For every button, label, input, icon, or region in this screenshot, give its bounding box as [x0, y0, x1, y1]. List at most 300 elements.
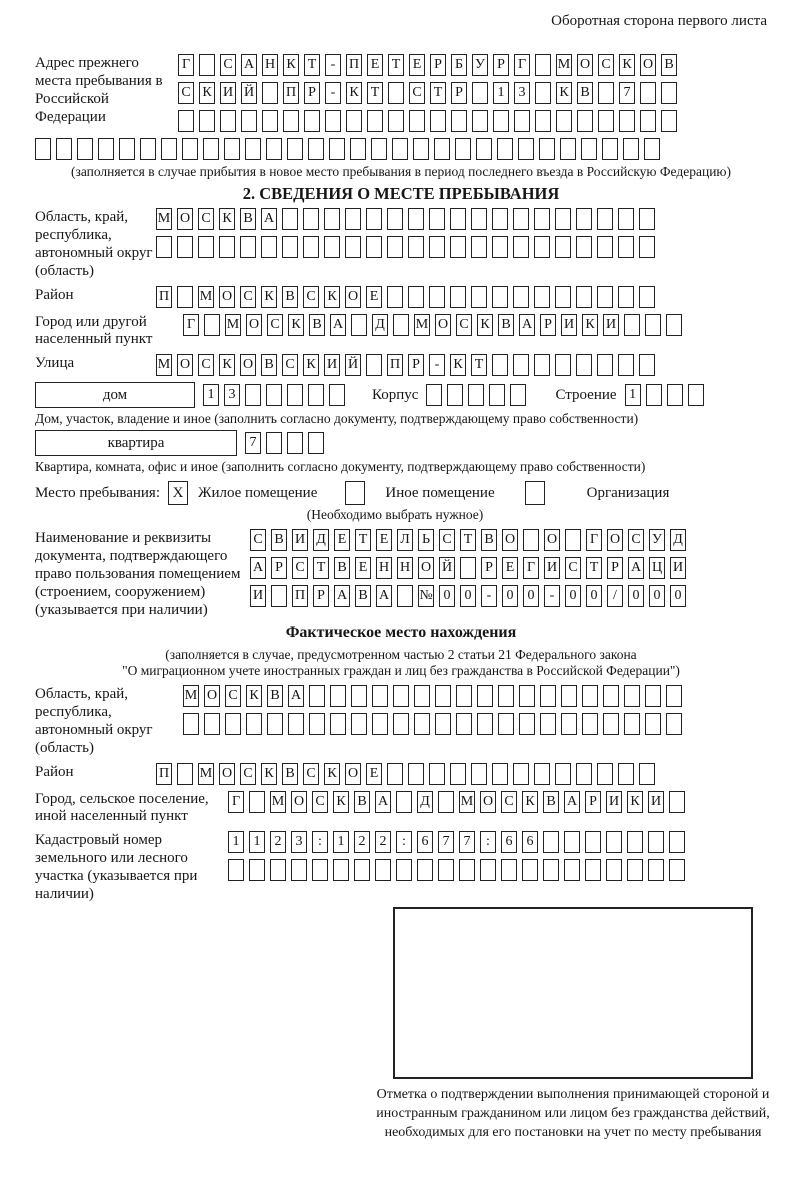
char-cell[interactable]: 1: [249, 831, 265, 853]
char-cell[interactable]: :: [396, 831, 412, 853]
char-cell[interactable]: [225, 713, 241, 735]
char-cell[interactable]: [597, 208, 613, 230]
char-cell[interactable]: [203, 138, 219, 160]
char-cell[interactable]: [576, 236, 592, 258]
char-cell[interactable]: В: [481, 529, 497, 551]
char-cell[interactable]: Н: [397, 557, 413, 579]
char-cell[interactable]: [597, 763, 613, 785]
char-cell[interactable]: [510, 384, 526, 406]
char-cell[interactable]: [199, 54, 215, 76]
char-cell[interactable]: О: [502, 529, 518, 551]
char-cell[interactable]: [534, 286, 550, 308]
char-cell[interactable]: [555, 208, 571, 230]
char-cell[interactable]: [618, 763, 634, 785]
char-cell[interactable]: О: [345, 763, 361, 785]
char-cell[interactable]: 1: [493, 82, 509, 104]
char-cell[interactable]: О: [291, 791, 307, 813]
char-cell[interactable]: К: [627, 791, 643, 813]
char-cell[interactable]: [372, 713, 388, 735]
char-cell[interactable]: [450, 236, 466, 258]
char-cell[interactable]: [351, 685, 367, 707]
char-cell[interactable]: [329, 384, 345, 406]
char-cell[interactable]: С: [456, 314, 472, 336]
char-cell[interactable]: В: [271, 529, 287, 551]
char-cell[interactable]: [514, 110, 530, 132]
char-cell[interactable]: О: [577, 54, 593, 76]
char-cell[interactable]: [513, 208, 529, 230]
char-cell[interactable]: С: [178, 82, 194, 104]
char-cell[interactable]: [329, 138, 345, 160]
char-cell[interactable]: [408, 236, 424, 258]
char-cell[interactable]: П: [283, 82, 299, 104]
char-cell[interactable]: Ь: [418, 529, 434, 551]
char-cell[interactable]: [639, 763, 655, 785]
char-cell[interactable]: А: [288, 685, 304, 707]
char-cell[interactable]: [644, 138, 660, 160]
char-cell[interactable]: [598, 110, 614, 132]
char-cell[interactable]: [224, 138, 240, 160]
char-cell[interactable]: Е: [355, 557, 371, 579]
char-cell[interactable]: [539, 138, 555, 160]
char-cell[interactable]: Т: [430, 82, 446, 104]
char-cell[interactable]: [585, 859, 601, 881]
char-cell[interactable]: [240, 236, 256, 258]
char-cell[interactable]: А: [330, 314, 346, 336]
char-cell[interactable]: [266, 384, 282, 406]
char-cell[interactable]: [555, 763, 571, 785]
char-cell[interactable]: [472, 82, 488, 104]
char-cell[interactable]: 6: [417, 831, 433, 853]
char-cell[interactable]: [459, 859, 475, 881]
char-cell[interactable]: Р: [304, 82, 320, 104]
char-cell[interactable]: Р: [313, 585, 329, 607]
char-cell[interactable]: К: [219, 354, 235, 376]
char-cell[interactable]: [312, 859, 328, 881]
char-cell[interactable]: И: [670, 557, 686, 579]
char-cell[interactable]: [396, 859, 412, 881]
char-cell[interactable]: Г: [183, 314, 199, 336]
char-cell[interactable]: [267, 713, 283, 735]
char-cell[interactable]: К: [283, 54, 299, 76]
char-cell[interactable]: [597, 236, 613, 258]
char-cell[interactable]: [366, 208, 382, 230]
char-cell[interactable]: [435, 685, 451, 707]
char-cell[interactable]: [501, 859, 517, 881]
char-cell[interactable]: Е: [366, 286, 382, 308]
char-cell[interactable]: [669, 859, 685, 881]
char-cell[interactable]: [639, 354, 655, 376]
char-cell[interactable]: [456, 685, 472, 707]
char-cell[interactable]: [429, 208, 445, 230]
char-cell[interactable]: [430, 110, 446, 132]
char-cell[interactable]: Й: [439, 557, 455, 579]
char-cell[interactable]: [249, 791, 265, 813]
char-cell[interactable]: Й: [241, 82, 257, 104]
char-cell[interactable]: [156, 236, 172, 258]
char-cell[interactable]: [640, 110, 656, 132]
char-cell[interactable]: №: [418, 585, 434, 607]
char-cell[interactable]: [178, 110, 194, 132]
char-cell[interactable]: И: [648, 791, 664, 813]
char-cell[interactable]: Д: [670, 529, 686, 551]
char-cell[interactable]: С: [240, 763, 256, 785]
char-cell[interactable]: [582, 713, 598, 735]
char-cell[interactable]: [451, 110, 467, 132]
char-cell[interactable]: [414, 685, 430, 707]
char-cell[interactable]: М: [198, 286, 214, 308]
char-cell[interactable]: С: [198, 354, 214, 376]
char-cell[interactable]: П: [156, 763, 172, 785]
char-cell[interactable]: [245, 384, 261, 406]
char-cell[interactable]: К: [324, 763, 340, 785]
char-cell[interactable]: [646, 384, 662, 406]
char-cell[interactable]: Р: [585, 791, 601, 813]
char-cell[interactable]: С: [282, 354, 298, 376]
char-cell[interactable]: [624, 713, 640, 735]
char-cell[interactable]: :: [312, 831, 328, 853]
char-cell[interactable]: В: [577, 82, 593, 104]
char-cell[interactable]: Е: [376, 529, 392, 551]
char-cell[interactable]: [435, 713, 451, 735]
char-cell[interactable]: [669, 831, 685, 853]
char-cell[interactable]: [408, 208, 424, 230]
char-cell[interactable]: [640, 82, 656, 104]
char-cell[interactable]: [648, 831, 664, 853]
char-cell[interactable]: Г: [523, 557, 539, 579]
char-cell[interactable]: [534, 236, 550, 258]
char-cell[interactable]: [228, 859, 244, 881]
char-cell[interactable]: :: [480, 831, 496, 853]
char-cell[interactable]: М: [198, 763, 214, 785]
char-cell[interactable]: [308, 138, 324, 160]
char-cell[interactable]: [198, 236, 214, 258]
char-cell[interactable]: [645, 685, 661, 707]
char-cell[interactable]: [555, 286, 571, 308]
char-cell[interactable]: 0: [523, 585, 539, 607]
char-cell[interactable]: [330, 685, 346, 707]
char-cell[interactable]: [161, 138, 177, 160]
char-cell[interactable]: Е: [366, 763, 382, 785]
char-cell[interactable]: [639, 236, 655, 258]
char-cell[interactable]: [492, 354, 508, 376]
char-cell[interactable]: Т: [367, 82, 383, 104]
char-cell[interactable]: [261, 236, 277, 258]
char-cell[interactable]: [455, 138, 471, 160]
char-cell[interactable]: [564, 831, 580, 853]
char-cell[interactable]: 2: [354, 831, 370, 853]
char-cell[interactable]: С: [628, 529, 644, 551]
char-cell[interactable]: О: [219, 286, 235, 308]
char-cell[interactable]: [645, 314, 661, 336]
char-cell[interactable]: М: [156, 354, 172, 376]
char-cell[interactable]: В: [309, 314, 325, 336]
char-cell[interactable]: [308, 384, 324, 406]
char-cell[interactable]: П: [387, 354, 403, 376]
char-cell[interactable]: А: [261, 208, 277, 230]
char-cell[interactable]: [666, 314, 682, 336]
char-cell[interactable]: [438, 791, 454, 813]
char-cell[interactable]: [556, 110, 572, 132]
char-cell[interactable]: Т: [313, 557, 329, 579]
char-cell[interactable]: И: [544, 557, 560, 579]
char-cell[interactable]: [513, 286, 529, 308]
char-cell[interactable]: [447, 384, 463, 406]
char-cell[interactable]: [287, 432, 303, 454]
char-cell[interactable]: С: [303, 763, 319, 785]
char-cell[interactable]: [426, 384, 442, 406]
char-cell[interactable]: [429, 763, 445, 785]
char-cell[interactable]: И: [603, 314, 619, 336]
char-cell[interactable]: [540, 685, 556, 707]
char-cell[interactable]: [476, 138, 492, 160]
char-cell[interactable]: Р: [481, 557, 497, 579]
char-cell[interactable]: [354, 859, 370, 881]
char-cell[interactable]: [535, 82, 551, 104]
char-cell[interactable]: [450, 286, 466, 308]
char-cell[interactable]: О: [204, 685, 220, 707]
char-cell[interactable]: А: [376, 585, 392, 607]
char-cell[interactable]: С: [240, 286, 256, 308]
char-cell[interactable]: [523, 529, 539, 551]
char-cell[interactable]: [413, 138, 429, 160]
char-cell[interactable]: Л: [397, 529, 413, 551]
char-cell[interactable]: [518, 138, 534, 160]
char-cell[interactable]: Р: [540, 314, 556, 336]
char-cell[interactable]: Д: [313, 529, 329, 551]
char-cell[interactable]: [388, 82, 404, 104]
char-cell[interactable]: [603, 713, 619, 735]
char-cell[interactable]: [535, 54, 551, 76]
char-cell[interactable]: С: [409, 82, 425, 104]
char-cell[interactable]: [576, 763, 592, 785]
char-cell[interactable]: Т: [460, 529, 476, 551]
char-cell[interactable]: [492, 208, 508, 230]
char-cell[interactable]: [489, 384, 505, 406]
char-cell[interactable]: 2: [270, 831, 286, 853]
char-cell[interactable]: [585, 831, 601, 853]
char-cell[interactable]: О: [219, 763, 235, 785]
char-cell[interactable]: [438, 859, 454, 881]
char-cell[interactable]: 0: [439, 585, 455, 607]
char-cell[interactable]: [271, 585, 287, 607]
char-cell[interactable]: [345, 236, 361, 258]
char-cell[interactable]: [182, 138, 198, 160]
char-cell[interactable]: С: [565, 557, 581, 579]
char-cell[interactable]: А: [334, 585, 350, 607]
char-cell[interactable]: И: [220, 82, 236, 104]
char-cell[interactable]: В: [334, 557, 350, 579]
char-cell[interactable]: 7: [619, 82, 635, 104]
char-cell[interactable]: [493, 110, 509, 132]
char-cell[interactable]: С: [598, 54, 614, 76]
char-cell[interactable]: А: [375, 791, 391, 813]
char-cell[interactable]: [282, 236, 298, 258]
char-cell[interactable]: 2: [375, 831, 391, 853]
char-cell[interactable]: -: [481, 585, 497, 607]
char-cell[interactable]: [534, 208, 550, 230]
char-cell[interactable]: [98, 138, 114, 160]
char-cell[interactable]: [414, 713, 430, 735]
char-cell[interactable]: 1: [333, 831, 349, 853]
char-cell[interactable]: [434, 138, 450, 160]
char-cell[interactable]: С: [225, 685, 241, 707]
char-cell[interactable]: [304, 110, 320, 132]
char-cell[interactable]: М: [556, 54, 572, 76]
char-cell[interactable]: С: [267, 314, 283, 336]
char-cell[interactable]: [618, 286, 634, 308]
char-cell[interactable]: [471, 236, 487, 258]
char-cell[interactable]: В: [261, 354, 277, 376]
char-cell[interactable]: О: [345, 286, 361, 308]
char-cell[interactable]: [598, 82, 614, 104]
char-cell[interactable]: Г: [514, 54, 530, 76]
char-cell[interactable]: [619, 110, 635, 132]
char-cell[interactable]: [645, 713, 661, 735]
char-cell[interactable]: Р: [430, 54, 446, 76]
char-cell[interactable]: В: [498, 314, 514, 336]
char-cell[interactable]: А: [628, 557, 644, 579]
char-cell[interactable]: Ц: [649, 557, 665, 579]
char-cell[interactable]: [555, 354, 571, 376]
char-cell[interactable]: К: [582, 314, 598, 336]
char-cell[interactable]: [618, 236, 634, 258]
char-cell[interactable]: Д: [417, 791, 433, 813]
char-cell[interactable]: Т: [355, 529, 371, 551]
char-cell[interactable]: [397, 585, 413, 607]
char-cell[interactable]: 0: [460, 585, 476, 607]
char-cell[interactable]: [472, 110, 488, 132]
char-cell[interactable]: [429, 286, 445, 308]
char-cell[interactable]: [597, 286, 613, 308]
char-cell[interactable]: М: [459, 791, 475, 813]
char-cell[interactable]: [177, 286, 193, 308]
char-cell[interactable]: [429, 236, 445, 258]
char-cell[interactable]: [366, 236, 382, 258]
char-cell[interactable]: [387, 286, 403, 308]
char-cell[interactable]: [471, 208, 487, 230]
char-cell[interactable]: [330, 713, 346, 735]
char-cell[interactable]: И: [250, 585, 266, 607]
char-cell[interactable]: С: [250, 529, 266, 551]
char-cell[interactable]: Г: [178, 54, 194, 76]
char-cell[interactable]: Д: [372, 314, 388, 336]
char-cell[interactable]: [513, 236, 529, 258]
char-cell[interactable]: 0: [586, 585, 602, 607]
char-cell[interactable]: О: [177, 354, 193, 376]
char-cell[interactable]: Р: [607, 557, 623, 579]
char-cell[interactable]: [561, 713, 577, 735]
char-cell[interactable]: [387, 236, 403, 258]
char-cell[interactable]: [266, 138, 282, 160]
char-cell[interactable]: [565, 529, 581, 551]
char-cell[interactable]: П: [292, 585, 308, 607]
char-cell[interactable]: [387, 763, 403, 785]
char-cell[interactable]: И: [606, 791, 622, 813]
checkbox-residential[interactable]: X: [168, 481, 188, 505]
char-cell[interactable]: [498, 713, 514, 735]
char-cell[interactable]: [177, 236, 193, 258]
char-cell[interactable]: [288, 713, 304, 735]
char-cell[interactable]: [345, 208, 361, 230]
char-cell[interactable]: К: [261, 763, 277, 785]
char-cell[interactable]: В: [543, 791, 559, 813]
char-cell[interactable]: [627, 831, 643, 853]
char-cell[interactable]: С: [439, 529, 455, 551]
char-cell[interactable]: 0: [628, 585, 644, 607]
char-cell[interactable]: [56, 138, 72, 160]
char-cell[interactable]: П: [346, 54, 362, 76]
char-cell[interactable]: 1: [228, 831, 244, 853]
char-cell[interactable]: [245, 138, 261, 160]
char-cell[interactable]: 0: [649, 585, 665, 607]
char-cell[interactable]: [333, 859, 349, 881]
char-cell[interactable]: О: [435, 314, 451, 336]
char-cell[interactable]: Н: [376, 557, 392, 579]
char-cell[interactable]: [513, 354, 529, 376]
char-cell[interactable]: [688, 384, 704, 406]
char-cell[interactable]: У: [472, 54, 488, 76]
char-cell[interactable]: К: [199, 82, 215, 104]
char-cell[interactable]: 3: [224, 384, 240, 406]
char-cell[interactable]: [387, 208, 403, 230]
char-cell[interactable]: [35, 138, 51, 160]
char-cell[interactable]: [392, 138, 408, 160]
char-cell[interactable]: [350, 138, 366, 160]
char-cell[interactable]: Й: [345, 354, 361, 376]
char-cell[interactable]: [325, 110, 341, 132]
char-cell[interactable]: [648, 859, 664, 881]
char-cell[interactable]: [417, 859, 433, 881]
char-cell[interactable]: [561, 685, 577, 707]
char-cell[interactable]: М: [225, 314, 241, 336]
char-cell[interactable]: 0: [502, 585, 518, 607]
char-cell[interactable]: [534, 763, 550, 785]
char-cell[interactable]: В: [240, 208, 256, 230]
char-cell[interactable]: В: [267, 685, 283, 707]
char-cell[interactable]: [627, 859, 643, 881]
char-cell[interactable]: [366, 354, 382, 376]
char-cell[interactable]: С: [198, 208, 214, 230]
char-cell[interactable]: [519, 685, 535, 707]
char-cell[interactable]: С: [501, 791, 517, 813]
char-cell[interactable]: [492, 236, 508, 258]
char-cell[interactable]: С: [303, 286, 319, 308]
char-cell[interactable]: [543, 859, 559, 881]
char-cell[interactable]: М: [270, 791, 286, 813]
char-cell[interactable]: [513, 763, 529, 785]
char-cell[interactable]: К: [619, 54, 635, 76]
char-cell[interactable]: 1: [203, 384, 219, 406]
char-cell[interactable]: [351, 314, 367, 336]
char-cell[interactable]: [618, 208, 634, 230]
char-cell[interactable]: [246, 713, 262, 735]
char-cell[interactable]: [535, 110, 551, 132]
char-cell[interactable]: В: [354, 791, 370, 813]
char-cell[interactable]: [639, 208, 655, 230]
char-cell[interactable]: [249, 859, 265, 881]
char-cell[interactable]: [460, 557, 476, 579]
char-cell[interactable]: [581, 138, 597, 160]
char-cell[interactable]: П: [156, 286, 172, 308]
char-cell[interactable]: 3: [291, 831, 307, 853]
char-cell[interactable]: О: [640, 54, 656, 76]
char-cell[interactable]: О: [418, 557, 434, 579]
char-cell[interactable]: [639, 286, 655, 308]
char-cell[interactable]: [603, 685, 619, 707]
char-cell[interactable]: И: [561, 314, 577, 336]
char-cell[interactable]: [492, 286, 508, 308]
char-cell[interactable]: К: [261, 286, 277, 308]
